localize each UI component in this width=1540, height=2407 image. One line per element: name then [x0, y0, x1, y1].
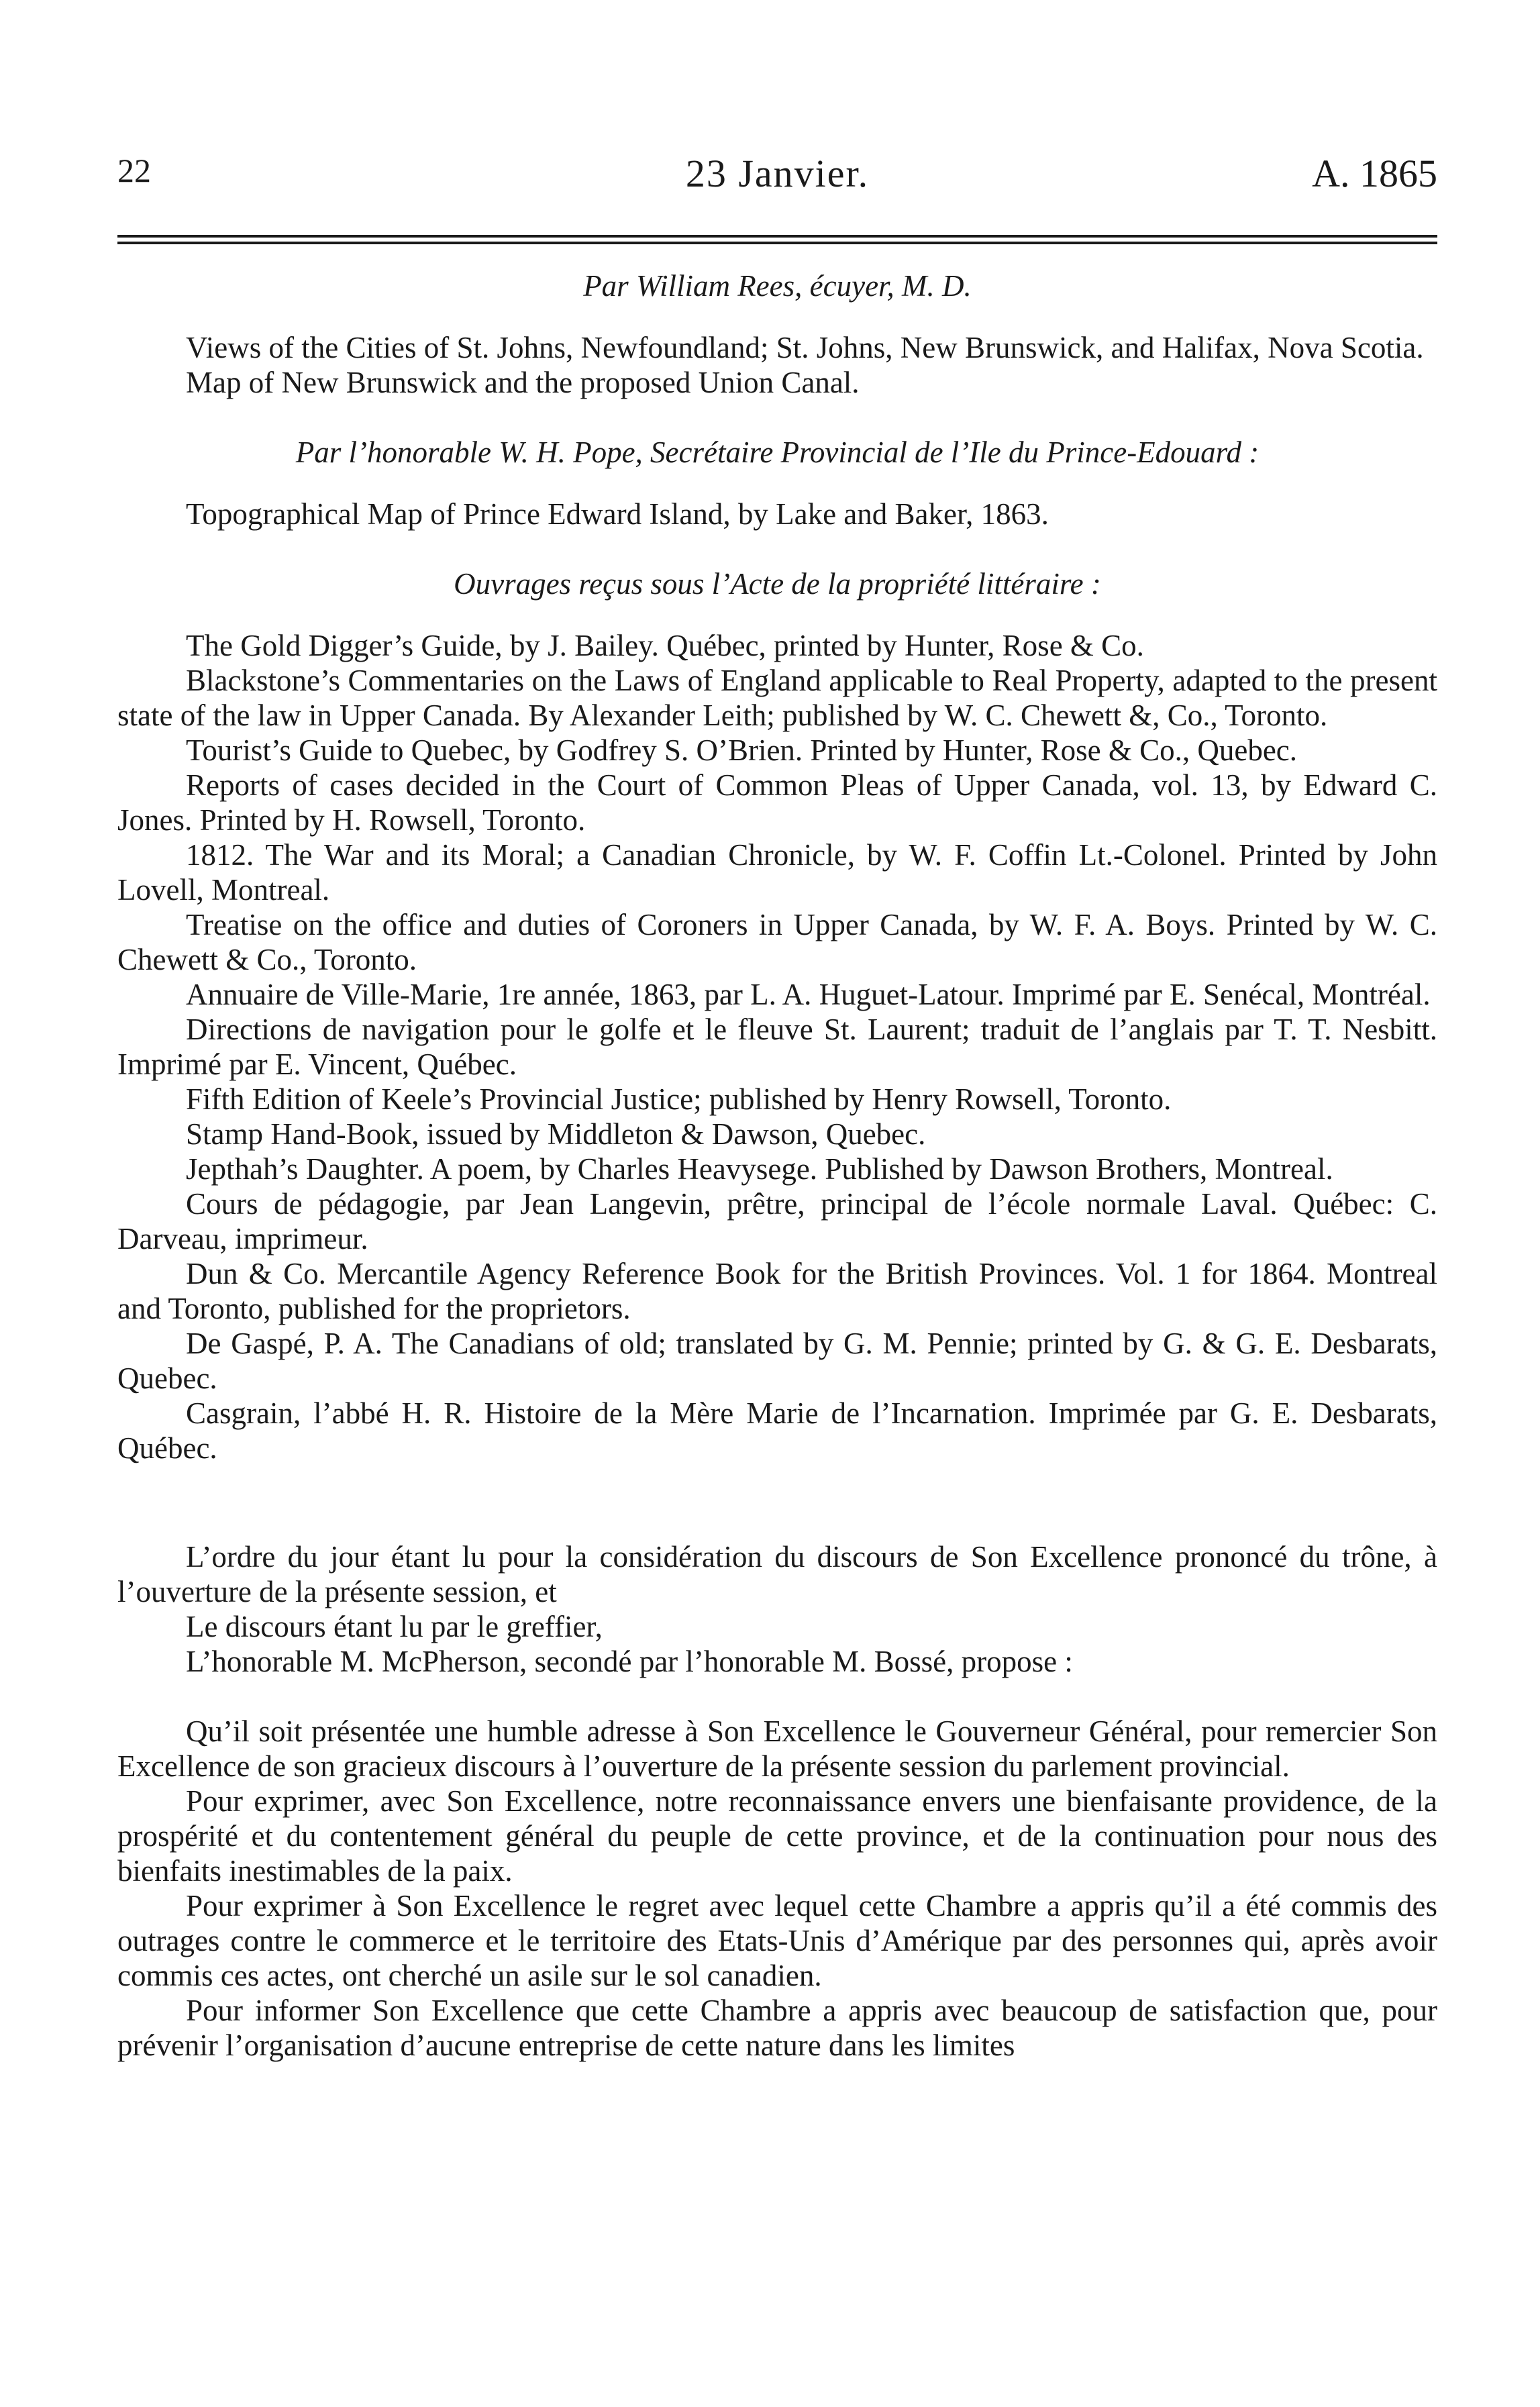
address-paragraph: Qu’il soit présentée une humble adresse à Son Excellence le Gouverneur Général, pour remercier Son Excellence de son gracieux discours à l’ouverture de la présente session du parlement provincial. [117, 1714, 1437, 1783]
work-entry: De Gaspé, P. A. The Canadians of old; translated by G. M. Pennie; printed by G. & G. E. Desbarats, Quebec. [117, 1327, 1437, 1395]
work-entry: Dun & Co. Mercantile Agency Reference Book for the British Provinces. Vol. 1 for 1864. Montreal and Toronto, published for the proprietors. [117, 1257, 1437, 1325]
work-entry: Tourist’s Guide to Quebec, by Godfrey S. O’Brien. Printed by Hunter, Rose & Co., Quebec. [186, 733, 1298, 767]
work-entry: Casgrain, l’abbé H. R. Histoire de la Mère Marie de l’Incarnation. Imprimée par G. E. Desbarats, Québec. [117, 1396, 1437, 1465]
work-entry: Directions de navigation pour le golfe et le fleuve St. Laurent; traduit de l’anglais par T. T. Nesbitt. Imprimé par E. Vincent, Québec. [117, 1013, 1437, 1081]
section-heading-pope: Par l’honorable W. H. Pope, Secrétaire Provincial de l’Ile du Prince-Edouard : [295, 436, 1260, 469]
work-entry: Stamp Hand-Book, issued by Middleton & Dawson, Quebec. [186, 1117, 926, 1151]
proceedings-paragraph: L’ordre du jour étant lu pour la considération du discours de Son Excellence prononcé du trône, à l’ouverture de la présente session, et [117, 1540, 1437, 1608]
section-heading-works: Ouvrages reçus sous l’Acte de la propriété littéraire : [454, 567, 1101, 601]
work-entry: Annuaire de Ville-Marie, 1re année, 1863, par L. A. Huguet-Latour. Imprimé par E. Senécal, Montréal. [186, 978, 1431, 1011]
address-paragraph: Pour exprimer, avec Son Excellence, notre reconnaissance envers une bienfaisante providence, de la prospérité et du contentement général du peuple de cette province, et de la continuation pour nous des bienfaits inestimables de la paix. [117, 1784, 1437, 1888]
work-entry: Reports of cases decided in the Court of Common Pleas of Upper Canada, vol. 13, by Edward C. Jones. Printed by H. Rowsell, Toronto. [117, 768, 1437, 837]
proceedings-paragraph: L’honorable M. McPherson, secondé par l’honorable M. Bossé, propose : [186, 1645, 1073, 1678]
proceedings-text [117, 1539, 1437, 1679]
pope-donations [117, 497, 1437, 531]
header-rule-bottom [117, 242, 1437, 244]
proceedings-paragraph: Le discours étant lu par le greffier, [186, 1610, 603, 1643]
page-body [117, 268, 1437, 2063]
page-number: 22 [117, 152, 151, 189]
address-paragraph: Pour exprimer à Son Excellence le regret avec lequel cette Chambre a appris qu’il a été commis des outrages contre le commerce et le territoire des Etats-Unis d’Amérique par des personnes qui, après avoir commis ces actes, ont cherché un asile sur le sol canadien. [117, 1889, 1437, 1992]
copyright-works-list [117, 628, 1437, 1466]
work-entry: Treatise on the office and duties of Coroners in Upper Canada, by W. F. A. Boys. Printed by W. C. Chewett & Co., Toronto. [117, 908, 1437, 976]
address-motion-text [117, 1714, 1437, 2063]
rees-donations [117, 330, 1437, 400]
donation-entry: Topographical Map of Prince Edward Island, by Lake and Baker, 1863. [186, 497, 1049, 531]
address-paragraph: Pour informer Son Excellence que cette Chambre a appris avec beaucoup de satisfaction que, pour prévenir l’organisation d’aucune entreprise de cette nature dans les limites [117, 1994, 1437, 2062]
work-entry: Blackstone’s Commentaries on the Laws of England applicable to Real Property, adapted to the present state of the law in Upper Canada. By Alexander Leith; published by W. C. Chewett &, Co., Toronto. [117, 664, 1437, 732]
donation-entry: Views of the Cities of St. Johns, Newfoundland; St. Johns, New Brunswick, and Halifax, Nova Scotia. [186, 331, 1424, 364]
header-rule-top [117, 235, 1437, 238]
work-entry: Fifth Edition of Keele’s Provincial Justice; published by Henry Rowsell, Toronto. [186, 1082, 1172, 1116]
donation-entry: Map of New Brunswick and the proposed Union Canal. [186, 366, 860, 399]
work-entry: The Gold Digger’s Guide, by J. Bailey. Québec, printed by Hunter, Rose & Co. [186, 629, 1144, 662]
year-label: A. 1865 [1312, 152, 1437, 195]
running-title: 23 Janvier. [685, 152, 870, 195]
work-entry: Jepthah’s Daughter. A poem, by Charles Heavysege. Published by Dawson Brothers, Montreal. [186, 1152, 1333, 1186]
work-entry: 1812. The War and its Moral; a Canadian Chronicle, by W. F. Coffin Lt.-Colonel. Printed by John Lovell, Montreal. [117, 838, 1437, 907]
section-heading-rees: Par William Rees, écuyer, M. D. [583, 269, 972, 303]
work-entry: Cours de pédagogie, par Jean Langevin, prêtre, principal de l’école normale Laval. Québec: C. Darveau, imprimeur. [117, 1187, 1437, 1256]
page-header [117, 151, 1437, 205]
